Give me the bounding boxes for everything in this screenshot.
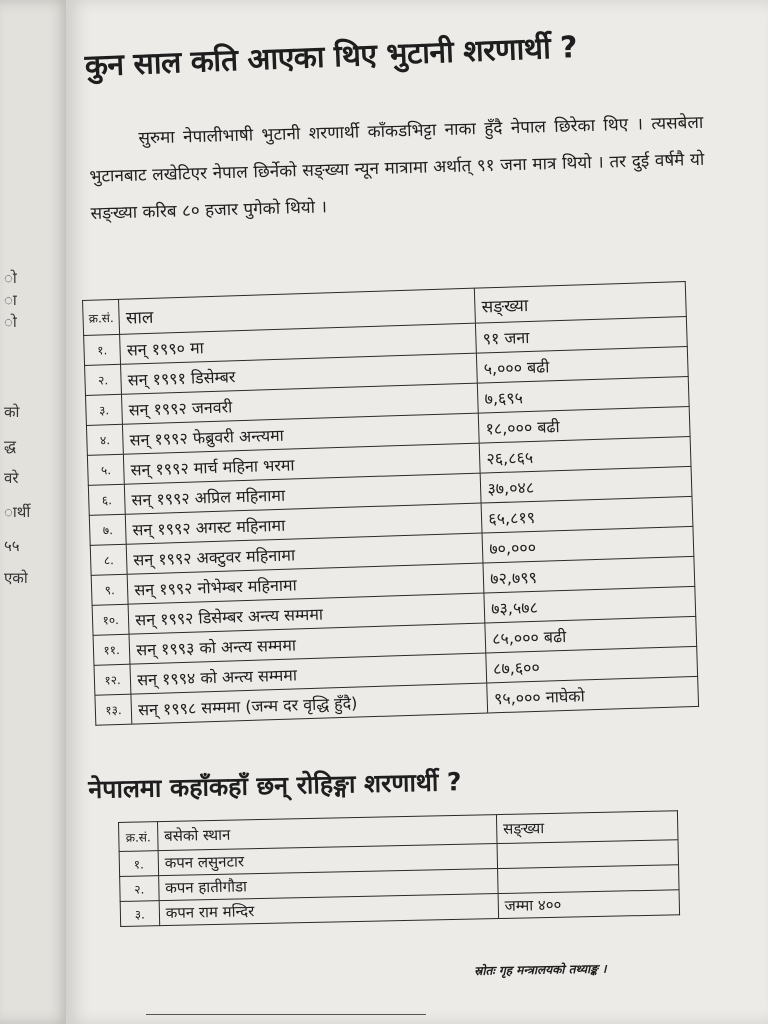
cell-year: सन् १९९२ नोभेम्बर महिनामा	[127, 563, 484, 604]
cell-count: २६,८६५	[479, 436, 691, 473]
cell-year: सन् १९९२ अप्रिल महिनामा	[125, 473, 482, 514]
cell-serial: १०.	[92, 604, 129, 635]
section-subtitle: नेपालमा कहाँकहाँ छन् रोहिङ्गा शरणार्थी ?	[88, 767, 462, 804]
header-serial: क्र.सं.	[83, 299, 120, 335]
cell-count: ९५,००० नाघेको	[487, 676, 699, 713]
cell-year: सन् १९९१ डिसेम्बर	[121, 353, 478, 394]
left-margin-fragment: ा	[4, 291, 17, 309]
cell-count: ८५,००० बढी	[485, 616, 697, 653]
cell-year: सन् १९९२ अक्टुवर महिनामा	[127, 533, 484, 574]
cell-serial: ६.	[88, 484, 125, 515]
left-margin-fragment: ५५	[4, 537, 20, 555]
left-margin-fragment: ार्थी	[4, 503, 31, 521]
cell-serial: ३.	[85, 394, 122, 425]
cell-serial: १२.	[94, 664, 131, 695]
cell-count: ७,६९५	[478, 376, 690, 413]
cell-serial: २.	[85, 364, 122, 395]
cell-serial: १.	[119, 851, 158, 877]
cell-year: सन् १९९२ फेब्रुवरी अन्त्यमा	[123, 413, 480, 454]
cell-count: ९१ जना	[476, 317, 688, 354]
left-margin-fragment: ो	[4, 269, 17, 287]
cell-count: ५,००० बढी	[477, 347, 689, 384]
cell-serial: ९.	[91, 574, 128, 605]
page-title: कुन साल कति आएका थिए भुटानी शरणार्थी ?	[84, 30, 578, 84]
cell-count: जम्मा ४००	[498, 890, 680, 919]
cell-serial: ८.	[90, 544, 127, 575]
cell-count	[497, 840, 679, 869]
left-margin-fragment: वरे	[4, 469, 19, 487]
cell-count: ७२,७९९	[483, 556, 695, 593]
header-year: साल	[119, 288, 476, 334]
cell-serial: ११.	[93, 634, 130, 665]
intro-paragraph: सुरुमा नेपालीभाषी भुटानी शरणार्थी काँकडभिट्टा नाका हुँदै नेपाल छिरेका थिए । त्यसबेला भुटानबाट लखेटिएर नेपाल छिर्नेको सङ्ख्या न्यून मात्रामा अर्थात् ९१ जना मात्र थियो । तर दुई वर्षमै यो सङ्ख्या करिब ८० हजार पुगेको थियो ।	[89, 112, 705, 224]
left-page	[0, 0, 70, 1024]
cell-count: ६५,८१९	[481, 496, 693, 533]
cell-year: सन् १९९३ को अन्त्य सम्ममा	[129, 623, 486, 664]
footer-rule	[146, 1014, 426, 1015]
book-page	[66, 0, 768, 1024]
header-serial: क्र.सं.	[119, 822, 158, 852]
left-margin-fragment: द्ध	[4, 437, 16, 455]
refugee-arrivals-table	[82, 281, 699, 726]
cell-serial: ४.	[86, 424, 123, 455]
header-count: सङ्ख्या	[475, 282, 687, 324]
cell-year: सन् १९९२ मार्च महिना भरमा	[124, 443, 481, 484]
cell-place: कपन लसुनटार	[158, 844, 497, 876]
rohingya-locations-table	[118, 810, 680, 927]
left-margin-fragment: ो	[4, 313, 17, 331]
cell-serial: १.	[84, 334, 121, 365]
cell-count: ३७,०४८	[480, 466, 692, 503]
cell-year: सन् १९९२ अगस्ट महिनामा	[126, 503, 483, 544]
cell-count: १८,००० बढी	[479, 406, 691, 443]
left-margin-fragment: को	[4, 403, 20, 421]
cell-year: सन् १९९२ जनवरी	[122, 383, 479, 424]
source-note: स्रोतः गृह मन्त्रालयको तथ्याङ्क ।	[474, 961, 607, 978]
cell-year: सन् १९९० मा	[120, 323, 477, 364]
cell-serial: २.	[120, 876, 159, 902]
left-margin-fragment: एको	[4, 569, 28, 587]
cell-place: कपन हातीगौडा	[158, 869, 497, 901]
cell-count: ७३,५७८	[484, 586, 696, 623]
cell-place: कपन राम मन्दिर	[159, 894, 498, 926]
cell-count: ७०,०००	[482, 526, 694, 563]
cell-serial: १३.	[95, 694, 132, 725]
header-count: सङ्ख्या	[496, 811, 678, 844]
cell-count	[497, 865, 679, 894]
cell-serial: ७.	[89, 514, 126, 545]
cell-serial: ३.	[120, 901, 159, 927]
cell-year: सन् १९९८ सम्ममा (जन्म दर वृद्धि हुँदै)	[131, 683, 488, 724]
cell-year: सन् १९९२ डिसेम्बर अन्त्य सम्ममा	[128, 593, 485, 634]
cell-year: सन् १९९४ को अन्त्य सम्ममा	[130, 653, 487, 694]
cell-count: ८७,६००	[486, 646, 698, 683]
cell-serial: ५.	[87, 454, 124, 485]
header-place: बसेको स्थान	[157, 815, 497, 851]
